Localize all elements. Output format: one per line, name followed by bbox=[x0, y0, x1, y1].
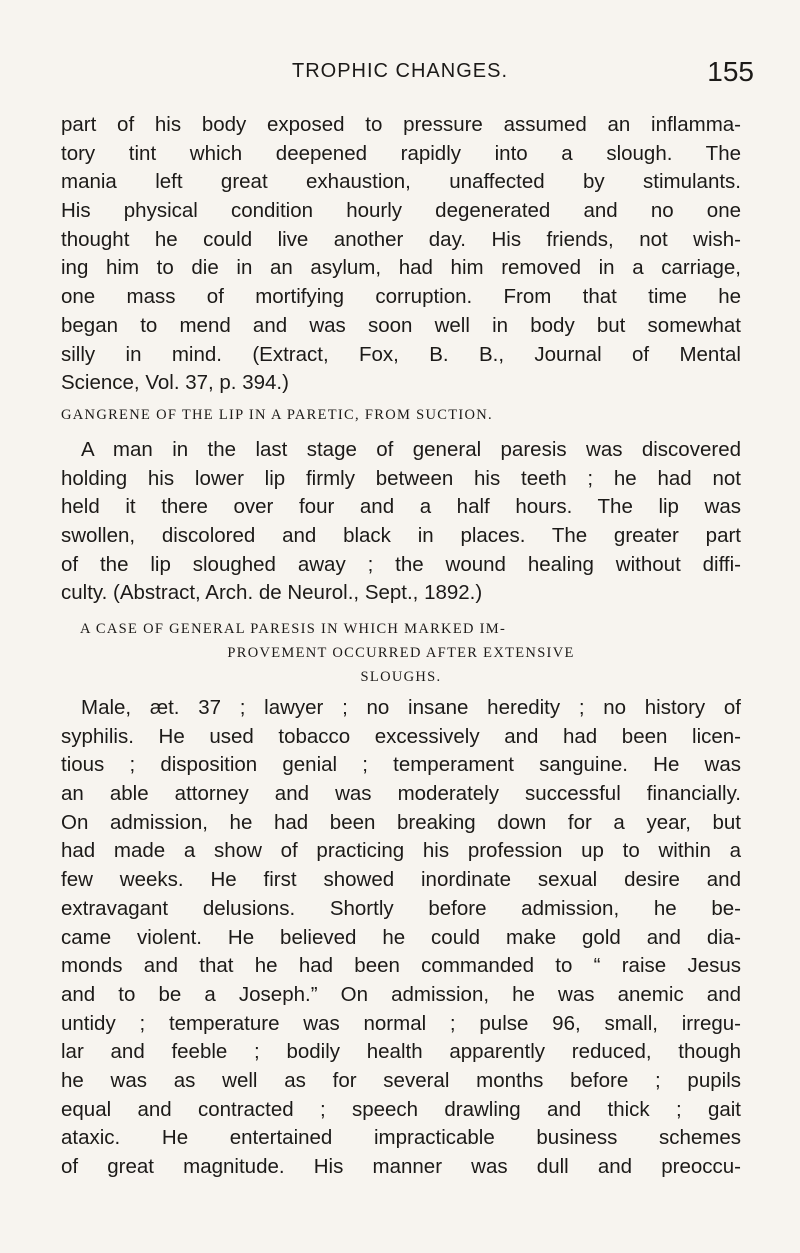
heading-line: GANGRENE OF THE LIP IN A PARETIC, FROM SUCTION. bbox=[61, 407, 493, 423]
text-line: and to be a Joseph.” On admission, he was anemic and bbox=[61, 982, 741, 1006]
text-line: had made a show of practicing his profession up to within a bbox=[61, 839, 741, 863]
text-line: began to mend and was soon well in body but somewhat bbox=[61, 313, 741, 337]
text-line: tious ; disposition genial ; temperament sanguine. He was bbox=[61, 753, 741, 777]
text-line: silly in mind. (Extract, Fox, B. B., Journal of Mental bbox=[61, 342, 741, 366]
section-heading-general-paresis bbox=[61, 617, 741, 689]
text-line: His physical condition hourly degenerated and no one bbox=[61, 199, 741, 223]
running-title: TROPHIC CHANGES. bbox=[291, 60, 509, 82]
text-line: swollen, discolored and black in places. The greater part bbox=[61, 524, 741, 548]
paragraph-case-report bbox=[61, 694, 741, 1182]
text-line: he was as well as for several months before ; pupils bbox=[61, 1068, 741, 1092]
text-line: extravagant delusions. Shortly before admission, he be- bbox=[61, 896, 741, 920]
heading-line: PROVEMENT OCCURRED AFTER EXTENSIVE bbox=[227, 645, 575, 661]
text-line: untidy ; temperature was normal ; pulse 96, small, irregu- bbox=[61, 1011, 741, 1035]
text-line: A man in the last stage of general paresis was discovered bbox=[81, 438, 741, 461]
page-number: 155 bbox=[707, 56, 754, 87]
text-line: monds and that he had been commanded to “ raise Jesus bbox=[61, 954, 741, 978]
text-line: part of his body exposed to pressure assumed an inflamma- bbox=[61, 113, 741, 136]
text-line: mania left great exhaustion, unaffected by stimulants. bbox=[61, 170, 741, 194]
text-line: culty. (Abstract, Arch. de Neurol., Sept., 1892.) bbox=[61, 581, 483, 605]
text-line: of the lip sloughed away ; the wound healing without diffi- bbox=[61, 552, 741, 576]
text-line: holding his lower lip firmly between his teeth ; he had not bbox=[61, 466, 741, 490]
text-line: ing him to die in an asylum, had him removed in a carriage, bbox=[61, 256, 741, 280]
text-line: an able attorney and was moderately successful financially. bbox=[61, 782, 741, 806]
paragraph-gangrene-case bbox=[61, 436, 741, 608]
text-line: lar and feeble ; bodily health apparently reduced, though bbox=[61, 1040, 741, 1064]
text-line: Science, Vol. 37, p. 394.) bbox=[61, 371, 289, 395]
text-line: On admission, he had been breaking down for a year, but bbox=[61, 810, 741, 834]
text-line: syphilis. He used tobacco excessively and had been licen- bbox=[61, 724, 741, 748]
section-heading-gangrene bbox=[61, 403, 741, 427]
text-line: thought he could live another day. His friends, not wish- bbox=[61, 227, 741, 251]
text-line: tory tint which deepened rapidly into a slough. The bbox=[61, 141, 741, 165]
text-line: equal and contracted ; speech drawling and thick ; gait bbox=[61, 1097, 741, 1121]
running-head bbox=[60, 56, 754, 96]
text-line: Male, æt. 37 ; lawyer ; no insane heredity ; no history of bbox=[81, 696, 741, 719]
text-line: few weeks. He first showed inordinate sexual desire and bbox=[61, 868, 741, 892]
text-line: came violent. He believed he could make gold and dia- bbox=[61, 925, 741, 949]
text-line: of great magnitude. His manner was dull and preoccu- bbox=[61, 1155, 741, 1178]
text-line: held it there over four and a half hours. The lip was bbox=[61, 495, 741, 519]
heading-line: SLOUGHS. bbox=[360, 669, 442, 685]
text-line: one mass of mortifying corruption. From that time he bbox=[61, 285, 741, 309]
text-line: ataxic. He entertained impracticable business schemes bbox=[61, 1126, 741, 1150]
paragraph-continuation bbox=[61, 111, 741, 398]
heading-line: A CASE OF GENERAL PARESIS IN WHICH MARKED IM- bbox=[80, 621, 507, 637]
